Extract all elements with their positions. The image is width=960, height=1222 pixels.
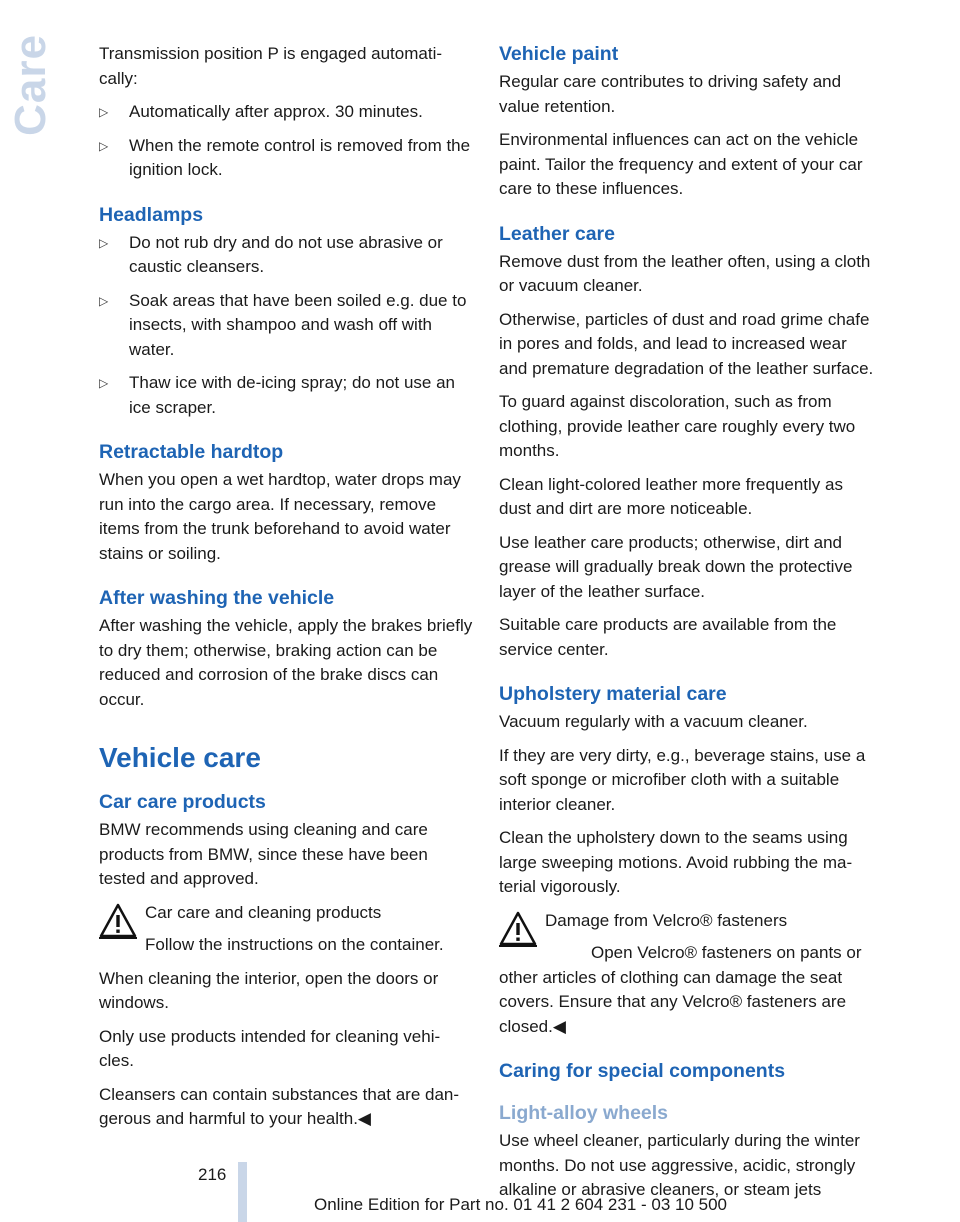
leather-text-4: Clean light-colored leather more frequently as dust and dirt are more noticeable. [499,474,843,518]
right-column [499,42,874,1212]
bullet-triangle-icon: ▷ [99,376,109,390]
heading-car-care-products: Car care products [99,791,266,813]
leather-text-2: Otherwise, particles of dust and road grime chafe in pores and folds, and lead to increased wear and premature degradation of the leather surface. [499,309,874,378]
heading-light-alloy-wheels: Light-alloy wheels [499,1102,669,1124]
left-column [99,42,474,1141]
headlamps-list [99,231,474,421]
intro-text: Transmission position P is engaged automati‐cally: [99,44,443,88]
page-number: 216 [198,1165,227,1184]
warning-note [499,909,874,1040]
leather-text-6: Suitable care products are available from the service center. [499,615,837,659]
bullet-triangle-icon: ▷ [99,138,109,153]
list-item: ▷ Do not rub dry and do not use abrasive or caustic cleansers. [99,232,443,276]
section-tab-label: Care [6,34,55,136]
heading-upholstery-care: Upholstery material care [499,683,727,705]
leather-text-1: Remove dust from the leather often, using a cloth or vacuum cleaner. [499,251,871,295]
cleansers-warning-text: Cleansers can contain substances that are dan‐gerous and harmful to your health.◀ [99,1084,460,1128]
upholstery-text-1: Vacuum regularly with a vacuum cleaner. [499,712,808,731]
heading-vehicle-care: Vehicle care [99,742,261,773]
warning-text: Open Velcro® fasteners on pants or other articles of clothing can damage the seat covers. Ensure that any Velcro® fasteners are closed.◀ [499,943,862,1036]
warning-text: Follow the instructions on the container. [145,935,444,954]
warning-title: Car care and cleaning products [145,902,382,922]
after-washing-text: After washing the vehicle, apply the brakes briefly to dry them; otherwise, braking action can be reduced and corrosion of the brake discs can occur. [99,616,473,709]
interior-cleaning-text: When cleaning the interior, open the doors or windows. [99,968,439,1012]
heading-leather-care: Leather care [499,222,615,245]
heading-special-components: Caring for special components [499,1060,786,1082]
list-item: ▷ Thaw ice with de-icing spray; do not use an ice scraper. [99,373,456,417]
heading-retractable-hardtop: Retractable hardtop [99,441,284,463]
paint-text-1: Regular care contributes to driving safety and value retention. [499,72,842,116]
section-tab [0,30,62,140]
warning-title: Damage from Velcro® fasteners [545,910,788,930]
car-care-products-text: BMW recommends using cleaning and care products from BMW, since these have been tested and approved. [99,820,428,888]
warning-triangle-icon [99,903,137,939]
bullet-triangle-icon: ▷ [99,105,109,119]
bullet-triangle-icon: ▷ [99,235,109,250]
leather-text-5: Use leather care products; otherwise, dirt and grease will gradually break down the protective layer of the leather surface. [499,532,853,601]
products-only-text: Only use products intended for cleaning vehi‐cles. [99,1026,441,1070]
edition-footer: Online Edition for Part no. 01 41 2 604 231 - 03 10 500 [314,1195,728,1214]
heading-after-washing: After washing the vehicle [99,587,335,609]
heading-vehicle-paint: Vehicle paint [499,43,619,65]
bullet-triangle-icon: ▷ [99,293,109,308]
warning-note [99,901,474,958]
leather-text-3: To guard against discoloration, such as from clothing, provide leather care roughly every two months. [499,392,856,460]
upholstery-text-3: Clean the upholstery down to the seams using large sweeping motions. Avoid rubbing the ma‐terial vigorously. [499,828,853,896]
footer-divider [238,1162,247,1222]
list-item: ▷ When the remote control is removed from the ignition lock. [99,135,471,179]
warning-triangle-icon [499,911,537,947]
paint-text-2: Environmental influences can act on the vehicle paint. Tailor the frequency and extent of your car care to these influences. [499,130,863,198]
list-item: ▷ Automatically after approx. 30 minutes. [99,100,474,125]
heading-headlamps: Headlamps [99,203,204,226]
hardtop-text: When you open a wet hardtop, water drops may run into the cargo area. If necessary, remove items from the trunk beforehand to avoid water stains or soiling. [99,470,461,563]
intro-list [99,100,474,183]
list-item: ▷ Soak areas that have been soiled e.g. due to insects, with shampoo and wash off with water. [99,290,467,359]
upholstery-text-2: If they are very dirty, e.g., beverage stains, use a soft sponge or microfiber cloth with a suitable interior cleaner. [499,745,866,814]
wheels-text: Use wheel cleaner, particularly during the winter months. Do not use aggressive, acidic, strongly alkaline or abrasive cleaners, or steam jets [499,1131,860,1199]
